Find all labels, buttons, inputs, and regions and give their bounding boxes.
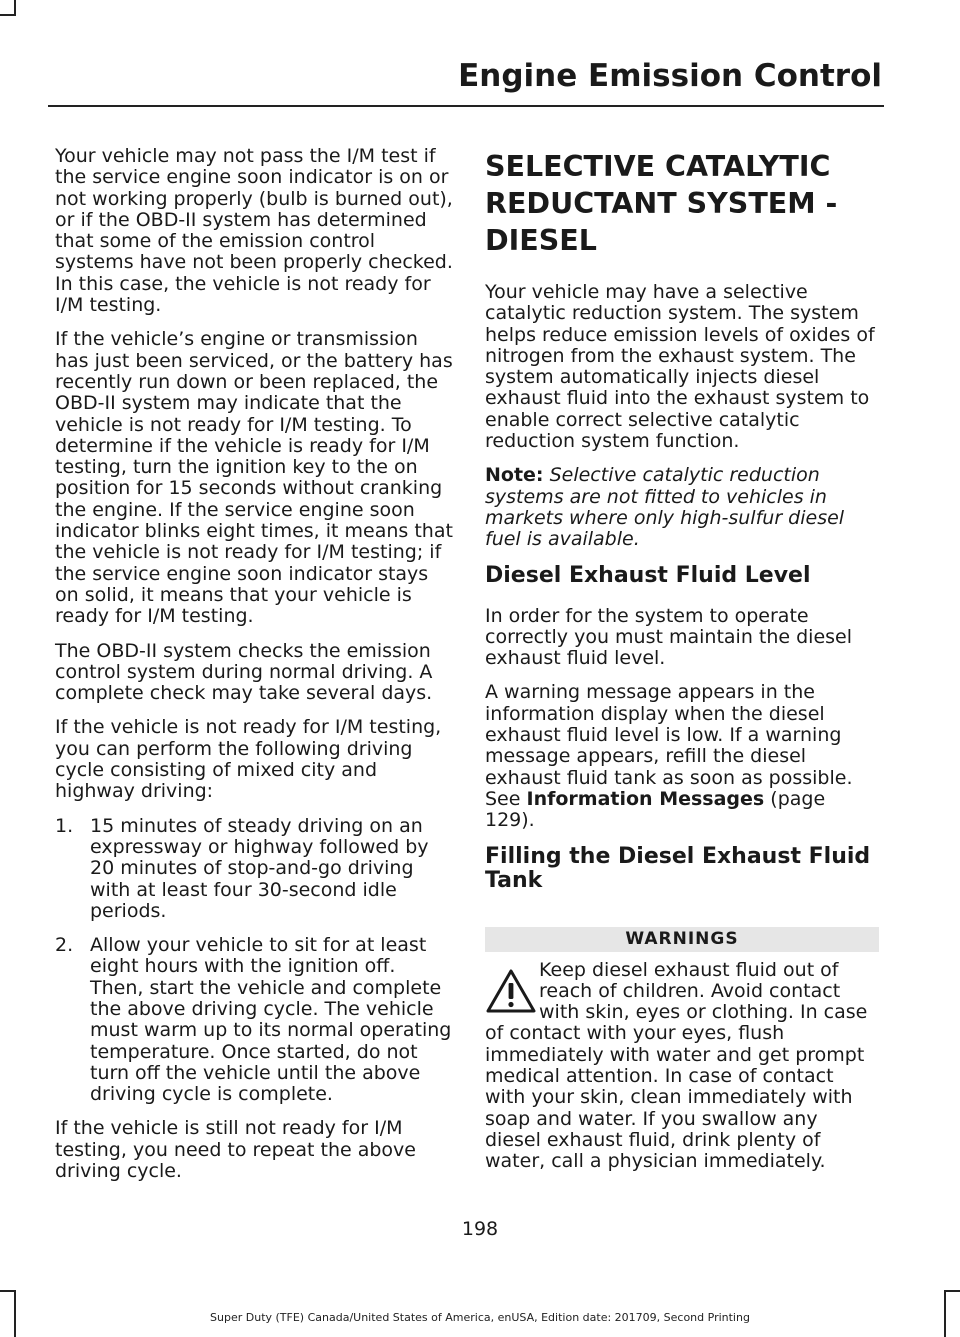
right-column (485, 146, 879, 1173)
list-item-text: 15 minutes of steady driving on an expressway or highway followed by 20 minutes of stop-and-go driving with at least four 30-second idle periods. (90, 814, 429, 922)
paragraph: In order for the system to operate correctly you must maintain the diesel exhaust fluid level. (485, 604, 853, 670)
paragraph: If the vehicle is not ready for I/M testing, you can perform the following driving cycle consisting of mixed city and highway driving: (55, 716, 442, 803)
list-item-number: 2. (55, 934, 74, 957)
crop-mark (0, 1290, 16, 1292)
note (485, 465, 879, 550)
note-label: Note: (485, 464, 544, 487)
warnings-header: WARNINGS (485, 927, 879, 952)
paragraph: If the vehicle is still not ready for I/M testing, you need to repeat the above driving cycle. (55, 1117, 416, 1183)
paragraph: If the vehicle’s engine or transmission has just been serviced, or the battery has recently run down or been replaced, the OBD-II system may indicate that the vehicle is not ready for I/M testing. To determine if the vehicle is ready for I/M testing, turn the ignition key to the on position for 15 seconds without cranking the engine. If the service engine soon indicator blinks eight times, it means that the vehicle is not ready for I/M testing; if the service engine soon indicator stays on solid, it means that your vehicle is ready for I/M testing. (55, 328, 453, 628)
cross-reference-page: (page 129). (485, 787, 826, 832)
crop-mark (0, 14, 16, 16)
paragraph: The OBD-II system checks the emission control system during normal driving. A complete check may take several days. (55, 639, 433, 705)
page-footer: Super Duty (TFE) Canada/United States of America, enUSA, Edition date: 201709, Second Printing (210, 1311, 750, 1324)
list-item (55, 816, 453, 922)
list-item (55, 935, 453, 1105)
paragraph: Your vehicle may not pass the I/M test if the service engine soon indicator is on or not working properly (bulb is burned out), or if the OBD-II system has determined that some of the emission control systems have not been properly checked. In this case, the vehicle is not ready for I/M testing. (55, 145, 453, 317)
left-column (55, 146, 453, 1195)
list-item-number: 1. (55, 814, 74, 837)
paragraph-text: A warning message appears in the information display when the diesel exhaust fluid level is low. If a warning message appears, refill the diesel exhaust fluid tank as soon as possible. See (485, 681, 853, 810)
driving-cycle-steps (55, 816, 453, 1106)
warning-box (485, 960, 879, 1173)
subheading-filling-tank: Filling the Diesel Exhaust Fluid Tank (485, 843, 871, 893)
subheading-fluid-level: Diesel Exhaust Fluid Level (485, 562, 811, 588)
crop-mark (944, 1290, 960, 1292)
list-item-text: Allow your vehicle to sit for at least eight hours with the ignition off. Then, start the vehicle and complete the above driving cycle. The vehicle must warm up to its normal operating temperature. Once started, do not turn off the vehicle until the above driving cycle is complete. (90, 934, 452, 1106)
paragraph (485, 682, 879, 831)
warning-text: Keep diesel exhaust fluid out of reach of children. Avoid contact with skin, eyes or clothing. In case of contact with your eyes, flush immediately with water and get prompt medical attention. In case of contact with your skin, clean immediately with soap and water. If you swallow any diesel exhaust fluid, drink plenty of water, call a physician immediately. (485, 958, 868, 1173)
note-text: Selective catalytic reduction systems are not fitted to vehicles in markets where only high-sulfur diesel fuel is available. (485, 464, 845, 551)
cross-reference-link[interactable]: Information Messages (526, 787, 765, 810)
header-rule (48, 105, 884, 107)
warning-triangle-icon (485, 968, 537, 1014)
section-title: SELECTIVE CATALYTIC REDUCTANT SYSTEM - DIESEL (485, 150, 838, 257)
page-header-title: Engine Emission Control (458, 58, 882, 94)
paragraph: Your vehicle may have a selective catalytic reduction system. The system helps reduce emission levels of oxides of nitrogen from the exhaust system. The system automatically injects diesel exhaust fluid into the exhaust system to enable correct selective catalytic reduction system function. (485, 281, 875, 453)
page-number: 198 (461, 1218, 499, 1240)
